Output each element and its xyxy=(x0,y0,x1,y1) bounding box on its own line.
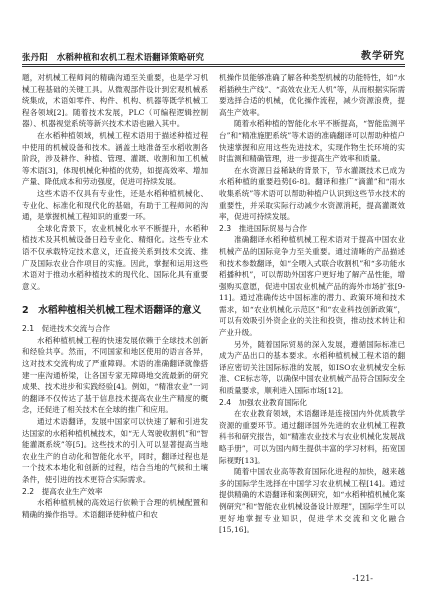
paragraph: 机操作员能够准确了解各种类型机械的功能特性，如“水稻插秧生产线”、“高效农业无人机”等，从而根据实际需要选择合适的机械，优化操作流程，减少资源浪费，提高生产效率。 xyxy=(219,73,405,117)
paragraph: 题，对机械工程师间的精确沟通至关重要，也是学习机械工程基础的关键工具。从微观部件设计到宏观机械系统集成，术语如零件、构件、机构、机器等既学机械工程各领域[2]。随着技术发展，PLC（可编程逻辑控制器）、机器视觉系统等新兴技术术语也融入其中。 xyxy=(22,73,208,129)
header-rule-thin xyxy=(22,66,405,67)
header-rule xyxy=(22,64,405,65)
paragraph: 在农业教育领域，术语翻译是连接国内外优质教学资源的重要环节。通过翻译国外先进的农业机械工程教科书和研究报告，如“精准农业技术与农业机械化发展战略手册”，可以为国内师生提供丰富的学习材料，拓宽国际视野[13]。 xyxy=(219,409,405,465)
paragraph: 全球化背景下，农业机械化水平不断提升，水稻种植技术及其机械设备日趋专业化、精细化。这些专业术语不仅承载特定技术意义，还直接关系到技术交流、推广及国际农业合作项目的实施。因此，掌握和运用这些术语对于推动水稻种植技术的现代化、国际化具有重要意义。 xyxy=(22,223,208,291)
subsection-heading: 2.2 提高农业生产效率 xyxy=(22,486,103,496)
paragraph: 在水稻种植领域，机械工程术语用于描述种植过程中使用的机械设备和技术。涵盖土地准备至水稻收割各阶段，涉及耕作、种植、管理、灌溉、收割和加工机械等术语[3]，体现机械化种植的优势，如提高效率、增加产量、降低成本和劳动强度，促进可持续发展。 xyxy=(22,130,208,187)
header-authors-title: 张丹阳 水稻种植和农机工程术语翻译策略研究 xyxy=(22,52,205,62)
subsection-heading: 2.3 推进国际贸易与合作 xyxy=(219,223,308,233)
section-heading: 2 水稻种植相关机械工程术语翻译的意义 xyxy=(22,305,202,317)
header-section-label: 教学研究 xyxy=(361,51,405,62)
paragraph: 在水资源日益稀缺的背景下，节水灌溉技术已成为水稻种植的重要趋势[6-8]。翻译和推广“滴灌”和“雨水收集系统”等术语可以帮助种植户认识到这些节水技术的重要性，并采取实际行动减少水资源消耗，提高灌溉效率，促进可持续发展。 xyxy=(219,165,405,222)
paragraph: 这些术语不仅具有专业性，还是水稻种植机械化、专业化、标准化和现代化的基础，有助于工程师间的沟通，是掌握机械工程知识的重要一环。 xyxy=(22,188,208,222)
left-column xyxy=(22,72,208,520)
paragraph: 通过术语翻译，发展中国家可以快速了解和引进发达国家的水稻种植机械技术，如“无人驾驶收割机”和“智能灌溉系统”等[5]。这些技术的引入可以显著提高当地农业生产的自动化和智能化水平，同时，翻译过程也是一个技术本地化和创新的过程，结合当地的气候和土壤条件，使引进的技术更符合实际需求。 xyxy=(22,417,208,484)
paragraph: 另外，随着国际贸易的深入发展，遵循国际标准已成为产品出口的基本要求。水稻种植机械工程术语的翻译应密切关注国际标准的发展，如ISO农业机械安全标准、CE标志等，以确保中国农业机械产品符合国际安全和质量要求，顺利进入国际市场[12]。 xyxy=(219,339,405,396)
paragraph: 水稻种植机械工程的快速发展依赖于全球技术创新和经验共享。然而，不同国家和地区使用的语言各异，这对技术交流构成了严重障碍。术语的准确翻译就像搭建一座沟通桥梁，让各国专家无障碍地交流最新的研究成果、技术进步和实践经验[4]。例如，“精准农业”一词的翻译不仅传达了基于信息技术提高农业生产精度的概念，还促进了相关技术在全球的推广和应用。 xyxy=(22,335,208,415)
subsection-heading: 2.4 加强农业教育国际化 xyxy=(219,397,308,407)
paragraph: 随着中国农业高等教育国际化进程的加快，越来越多的国际学生选择在中国学习农业机械工程[14]。通过提供精确的术语翻译和案例研究，如“水稻种植机械化案例研究”和“智能农业机械设备设计原理”，国际学生可以更好地掌握专业知识，促进学术交流和文化融合[15,16]。 xyxy=(219,467,405,535)
page-number: -121- xyxy=(352,574,373,583)
right-column xyxy=(219,72,405,536)
subsection-heading: 2.1 促进技术交流与合作 xyxy=(22,324,111,334)
paragraph: 随着水稻种植的智能化水平不断提高，“智能监测平台”和“精准施肥系统”等术语的准确翻译可以帮助种植户快速掌握和应用这些先进技术，实现作物生长环境的实时监测和精确管理，进一步提高生产效率和质量。 xyxy=(219,119,405,164)
paragraph: 准确翻译水稻种植机械工程术语对于提高中国农业机械产品的国际竞争力至关重要。通过清晰的产品描述和技术参数翻译，如“全喂入式联合收割机”和“多功能水稻播种机”，可以帮助外国客户更好地了解产品性能，增强购买意愿，促进中国农业机械产品的海外市场扩张[9-11]。通过准确传达中国标准的潜力、政策环境和技术需求，如“农业机械化示范区”和“农业科技创新政策”，可以有效吸引外资企业的关注和投资，推动技术转让和产业升级。 xyxy=(219,235,405,338)
paragraph: 水稻种植机械的高效运行依赖于合理的机械配置和精确的操作指导。术语翻译使种植户和农 xyxy=(22,498,208,519)
running-header xyxy=(22,46,405,62)
